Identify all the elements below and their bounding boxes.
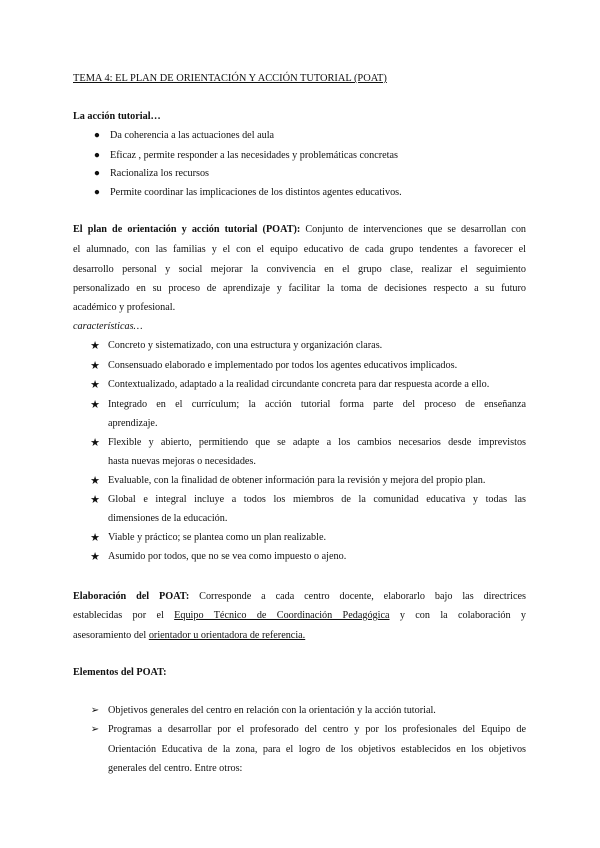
- elaboracion-term: Elaboración del POAT:: [73, 591, 190, 602]
- feature-item: Evaluable, con la finalidad de obtener información para la revisión y mejora del propio plan.: [108, 475, 486, 486]
- elemento-item: Programas a desarrollar por el profesorado del centro y por los profesionales del Equipo de: [108, 724, 526, 735]
- star-icon: ★: [90, 437, 100, 449]
- star-icon: ★: [90, 532, 100, 544]
- elemento-item-cont: generales del centro. Entre otros:: [108, 763, 243, 774]
- poat-paragraph-line: el alumnado, con las familias y el con el equipo educativo de cada grupo tendentes a favorecer el: [73, 244, 526, 255]
- link-etcp[interactable]: Equipo Técnico de Coordinación Pedagógica: [174, 610, 390, 621]
- feature-item: Integrado en el currículum; la acción tutorial forma parte del proceso de enseñanza: [108, 399, 526, 410]
- elaboracion-text: y con la colaboración y: [399, 610, 527, 621]
- link-orientador[interactable]: orientador u orientadora de referencia.: [148, 630, 306, 641]
- elemento-item-cont: Orientación Educativa de la zona, para el logro de los objetivos establecidos en los objetivos: [108, 744, 526, 755]
- feature-item-cont: aprendizaje.: [108, 418, 158, 429]
- poat-paragraph-line: desarrollo personal y social mejorar la convivencia en el grupo clase, realizar el seguimiento: [73, 264, 526, 275]
- caracteristicas-label: características…: [73, 321, 143, 332]
- accion-item: Eficaz , permite responder a las necesidades y problemáticas concretas: [110, 150, 398, 161]
- elaboracion-text: asesoramiento del: [73, 630, 147, 641]
- feature-item-cont: hasta nuevas mejoras o necesidades.: [108, 456, 256, 467]
- poat-text: Conjunto de intervenciones que se desarrollan con: [305, 224, 527, 235]
- feature-item: Concreto y sistematizado, con una estructura y organización claras.: [108, 340, 383, 351]
- elaboracion-text: Corresponde a cada centro docente, elaborarlo bajo las directrices: [199, 591, 526, 602]
- star-icon: ★: [90, 360, 100, 372]
- arrow-bullet-icon: ➢: [90, 705, 100, 716]
- elementos-heading: Elementos del POAT:: [73, 667, 167, 678]
- feature-item: Flexible y abierto, permitiendo que se adapte a los cambios necesarios desde imprevistos: [108, 437, 526, 448]
- feature-item: Asumido por todos, que no se vea como impuesto o ajeno.: [108, 551, 347, 562]
- star-icon: ★: [90, 399, 100, 411]
- elaboracion-line: [73, 610, 526, 621]
- feature-item: Contextualizado, adaptado a la realidad circundante concreta para dar respuesta acorde a ello.: [108, 379, 490, 390]
- poat-paragraph-line: académico y profesional.: [73, 302, 176, 313]
- arrow-bullet-icon: ➢: [90, 724, 100, 735]
- star-icon: ★: [90, 494, 100, 506]
- accion-heading: La acción tutorial…: [73, 111, 161, 122]
- bullet-icon: ●: [93, 168, 101, 179]
- star-icon: ★: [90, 475, 100, 487]
- elaboracion-line: [73, 591, 526, 602]
- poat-term: El plan de orientación y acción tutorial (POAT):: [73, 224, 301, 235]
- star-icon: ★: [90, 379, 100, 391]
- bullet-icon: ●: [93, 150, 101, 161]
- page-title: TEMA 4: EL PLAN DE ORIENTACIÓN Y ACCIÓN TUTORIAL (POAT): [73, 73, 387, 84]
- elaboracion-line: [73, 630, 305, 641]
- accion-item: Da coherencia a las actuaciones del aula: [110, 130, 275, 141]
- poat-paragraph-line: [73, 224, 526, 235]
- bullet-icon: ●: [93, 130, 101, 141]
- elaboracion-text: establecidas por el: [73, 610, 164, 621]
- star-icon: ★: [90, 340, 100, 352]
- accion-item: Racionaliza los recursos: [110, 168, 210, 179]
- feature-item: Consensuado elaborado e implementado por todos los agentes educativos implicados.: [108, 360, 458, 371]
- accion-item: Permite coordinar las implicaciones de los distintos agentes educativos.: [110, 187, 402, 198]
- poat-paragraph-line: personalizado en su proceso de aprendizaje y facilitar la toma de decisiones respecto a su futuro: [73, 283, 526, 294]
- elemento-item: Objetivos generales del centro en relación con la orientación y la acción tutorial.: [108, 705, 436, 716]
- bullet-icon: ●: [93, 187, 101, 198]
- feature-item-cont: dimensiones de la educación.: [108, 513, 228, 524]
- feature-item: Global e integral incluye a todos los miembros de la comunidad educativa y todas las: [108, 494, 526, 505]
- feature-item: Viable y práctico; se plantea como un plan realizable.: [108, 532, 327, 543]
- star-icon: ★: [90, 551, 100, 563]
